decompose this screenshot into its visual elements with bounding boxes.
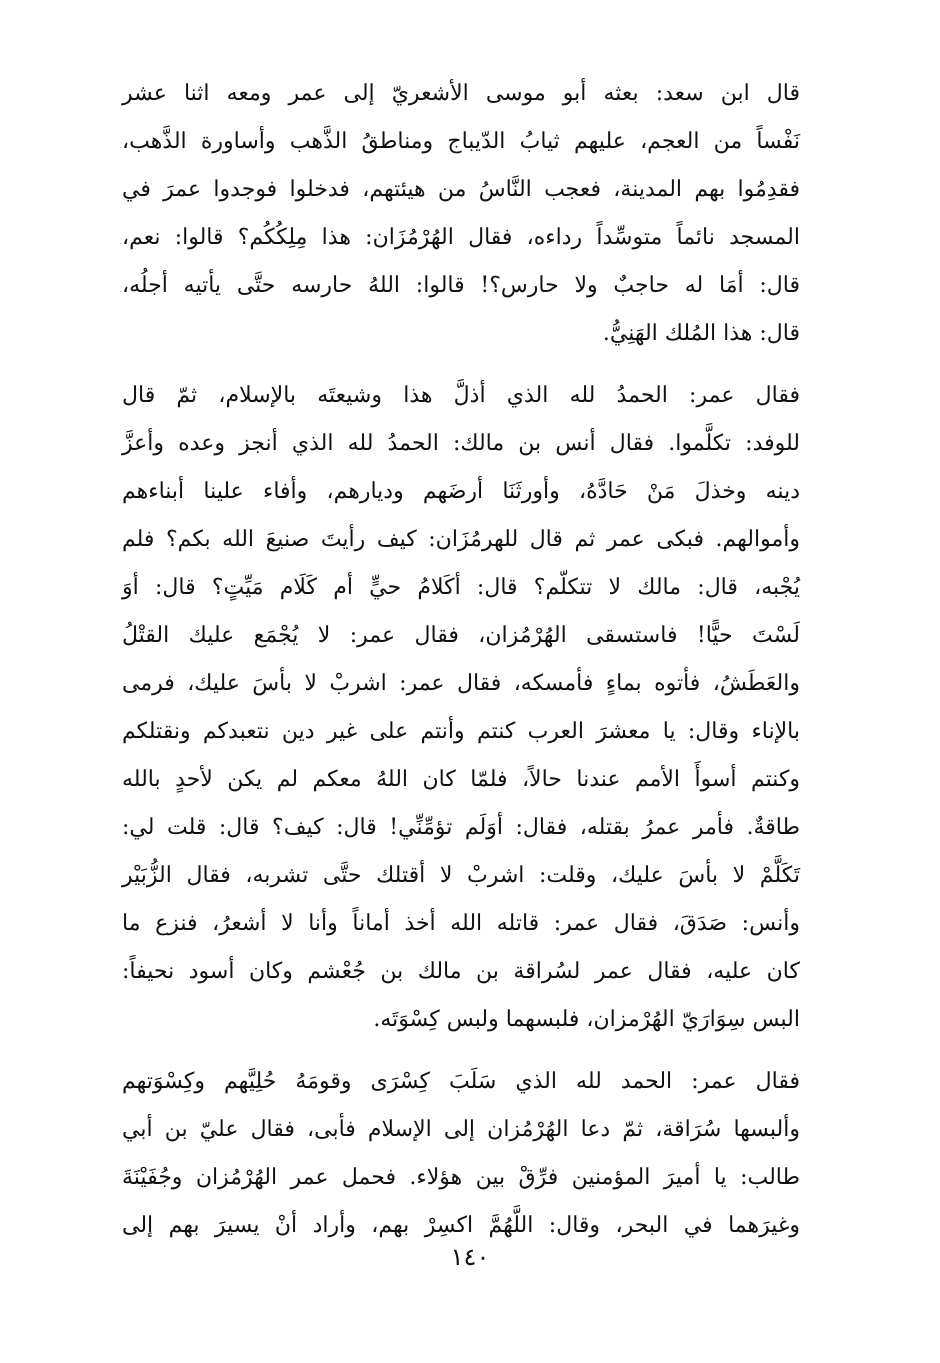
body-text — [122, 70, 800, 1250]
text-line: وأنس: صَدَقَ، فقال عمر: قاتله الله أخذ أماناً وأنا لا أشعرُ، فنزع ما — [122, 911, 800, 936]
text-line: قال: أمَا له حاجبٌ ولا حارس؟! قالوا: اللهُ حارسه حتَّى يأتيه أجلُه، — [122, 273, 800, 298]
text-line: وألبسها سُرَاقة، ثمّ دعا الهُرْمُزان إلى الإسلام فأبى، فقال عليّ بن أبي — [122, 1117, 800, 1142]
text-line: طالب: يا أميرَ المؤمنين فرِّقْ بين هؤلاء. فحمل عمر الهُرْمُزان وجُفَيْنَةَ — [122, 1165, 800, 1190]
text-line: قال: هذا المُلك الهَنِيُّ. — [602, 321, 800, 346]
text-line: وأموالهم. فبكى عمر ثم قال للهرمُزَان: كيف رأيتَ صنيعَ الله بكم؟ فلم — [122, 527, 800, 552]
text-line: يُجْبه، قال: مالك لا تتكلّم؟ قال: أكَلامُ حيٍّ أم كَلَام مَيِّتٍ؟ قال: أوَ — [122, 575, 800, 600]
text-line: فقدِمُوا بهم المدينة، فعجب النَّاسُ من هيئتهم، فدخلوا فوجدوا عمرَ في — [122, 177, 800, 202]
text-line: دينه وخذلَ مَنْ حَادَّهُ، وأورثَنَا أرضَهم وديارهم، وأفاء علينا أبناءهم — [122, 479, 800, 504]
text-line: والعَطَشُ، فأتوه بماءٍ فأمسكه، فقال عمر: اشربْ لا بأسَ عليك، فرمى — [122, 671, 800, 696]
text-line: فقال عمر: الحمدُ لله الذي أذلَّ هذا وشيعتَه بالإسلام، ثمّ قال — [122, 383, 800, 408]
text-line: بالإناء وقال: يا معشرَ العرب كنتم وأنتم على غير دين نتعبدكم ونقتلكم — [122, 719, 800, 744]
text-line: تَكَلَّمْ لا بأسَ عليك، وقلت: اشربْ لا أقتلك حتَّى تشربه، فقال الزُّبَيْر — [122, 863, 800, 888]
paragraph-3 — [122, 1058, 800, 1250]
text-line: طاقةٌ. فأمر عمرُ بقتله، فقال: أوَلَم تؤمِّنِّي! قال: كيف؟ قال: قلت لي: — [122, 815, 800, 840]
text-line: المسجد نائماً متوسِّداً رداءه، فقال الهُرْمُزَان: هذا مِلِكُكُم؟ قالوا: نعم، — [122, 225, 800, 250]
text-line: البس سِوَارَيّ الهُرْمزان، فلبسهما ولبس كِسْوَتَه. — [373, 1007, 800, 1032]
text-line: كان عليه، فقال عمر لسُراقة بن مالك بن جُعْشم وكان أسود نحيفاً: — [122, 959, 800, 984]
text-line: نَفْساً من العجم، عليهم ثيابُ الدّيباج ومناطقُ الذَّهب وأساورة الذَّهب، — [122, 129, 800, 154]
text-line: للوفد: تكلَّموا. فقال أنس بن مالك: الحمدُ لله الذي أنجز وعده وأعزَّ — [122, 431, 800, 456]
text-line: وكنتم أسوأَ الأمم عندنا حالاً، فلمّا كان اللهُ معكم لم يكن لأحدٍ بالله — [122, 767, 800, 792]
text-line: وغيرَهما في البحر، وقال: اللَّهُمَّ اكسِرْ بهم، وأراد أنْ يسيرَ بهم إلى — [122, 1213, 800, 1238]
text-line: لَسْتَ حيًّا! فاستسقى الهُرْمُزان، فقال عمر: لا يُجْمَع عليك القتْلُ — [122, 623, 800, 648]
text-line: فقال عمر: الحمد لله الذي سَلَبَ كِسْرَى وقومَهُ حُلِيَّهم وكِسْوَتهم — [122, 1069, 800, 1094]
paragraph-2 — [122, 372, 800, 1044]
page-number: ١٤٠ — [450, 1243, 490, 1271]
paragraph-1 — [122, 70, 800, 358]
text-line: قال ابن سعد: بعثه أبو موسى الأشعريّ إلى عمر ومعه اثنا عشر — [122, 81, 800, 106]
